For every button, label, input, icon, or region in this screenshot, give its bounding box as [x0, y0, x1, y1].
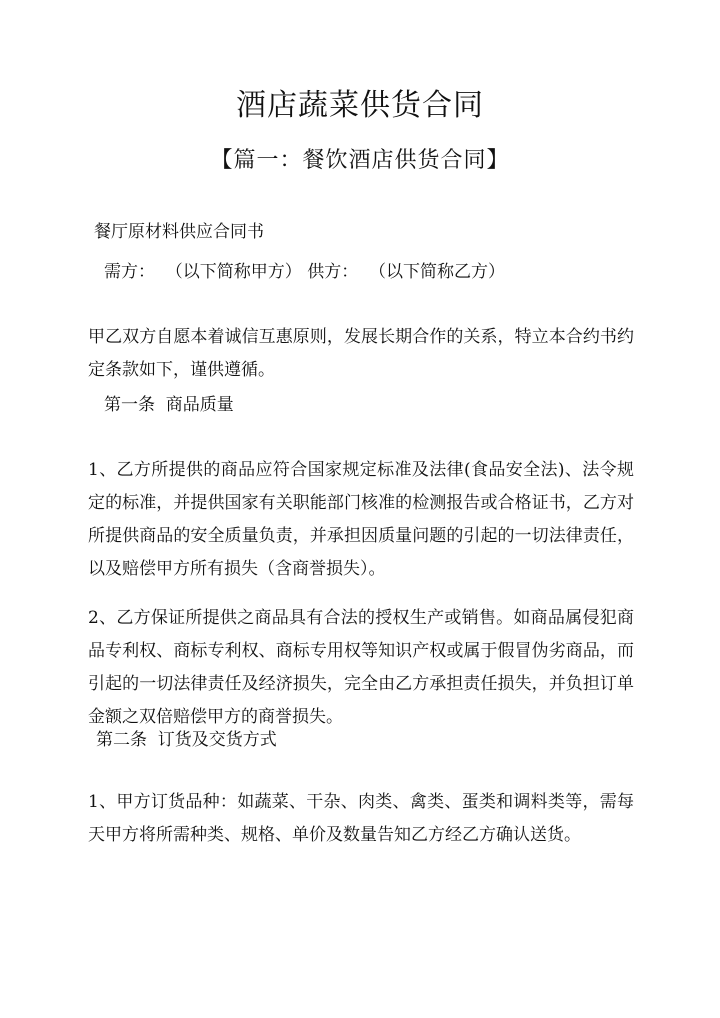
document-subtitle: 【篇一：餐饮酒店供货合同】: [210, 148, 510, 173]
contract-name: 餐厅原材料供应合同书: [94, 222, 264, 242]
article-2-heading: 第二条 订货及交货方式: [96, 730, 277, 750]
document-title: 酒店蔬菜供货合同: [236, 88, 484, 123]
intro-paragraph: 甲乙双方自愿本着诚信互惠原则，发展长期合作的关系，特立本合约书约定条款如下，谨供遵循。: [88, 327, 634, 380]
article-1-clause-1: 1、乙方所提供的商品应符合国家规定标准及法律(食品安全法)、法令规定的标准，并提供国家有关职能部门核准的检测报告或合格证书，乙方对所提供商品的安全质量负责，并承担因质量问题的引起的一切法律责任，以及赔偿甲方所有损失（含商誉损失）。: [88, 460, 634, 579]
article-1-heading: 第一条 商品质量: [104, 395, 234, 415]
article-1-clause-2: 2、乙方保证所提供之商品具有合法的授权生产或销售。如商品属侵犯商品专利权、商标专利权、商标专用权等知识产权或属于假冒伪劣商品，而引起的一切法律责任及经济损失，完全由乙方承担责任损失，并负担订单金额之双倍赔偿甲方的商誉损失。: [88, 608, 634, 727]
article-2-clause-1: 1、甲方订货品种：如蔬菜、干杂、肉类、禽类、蛋类和调料类等，需每天甲方将所需种类、规格、单价及数量告知乙方经乙方确认送货。: [88, 792, 634, 845]
parties-line: 需方： （以下简称甲方） 供方： （以下简称乙方）: [104, 262, 506, 282]
